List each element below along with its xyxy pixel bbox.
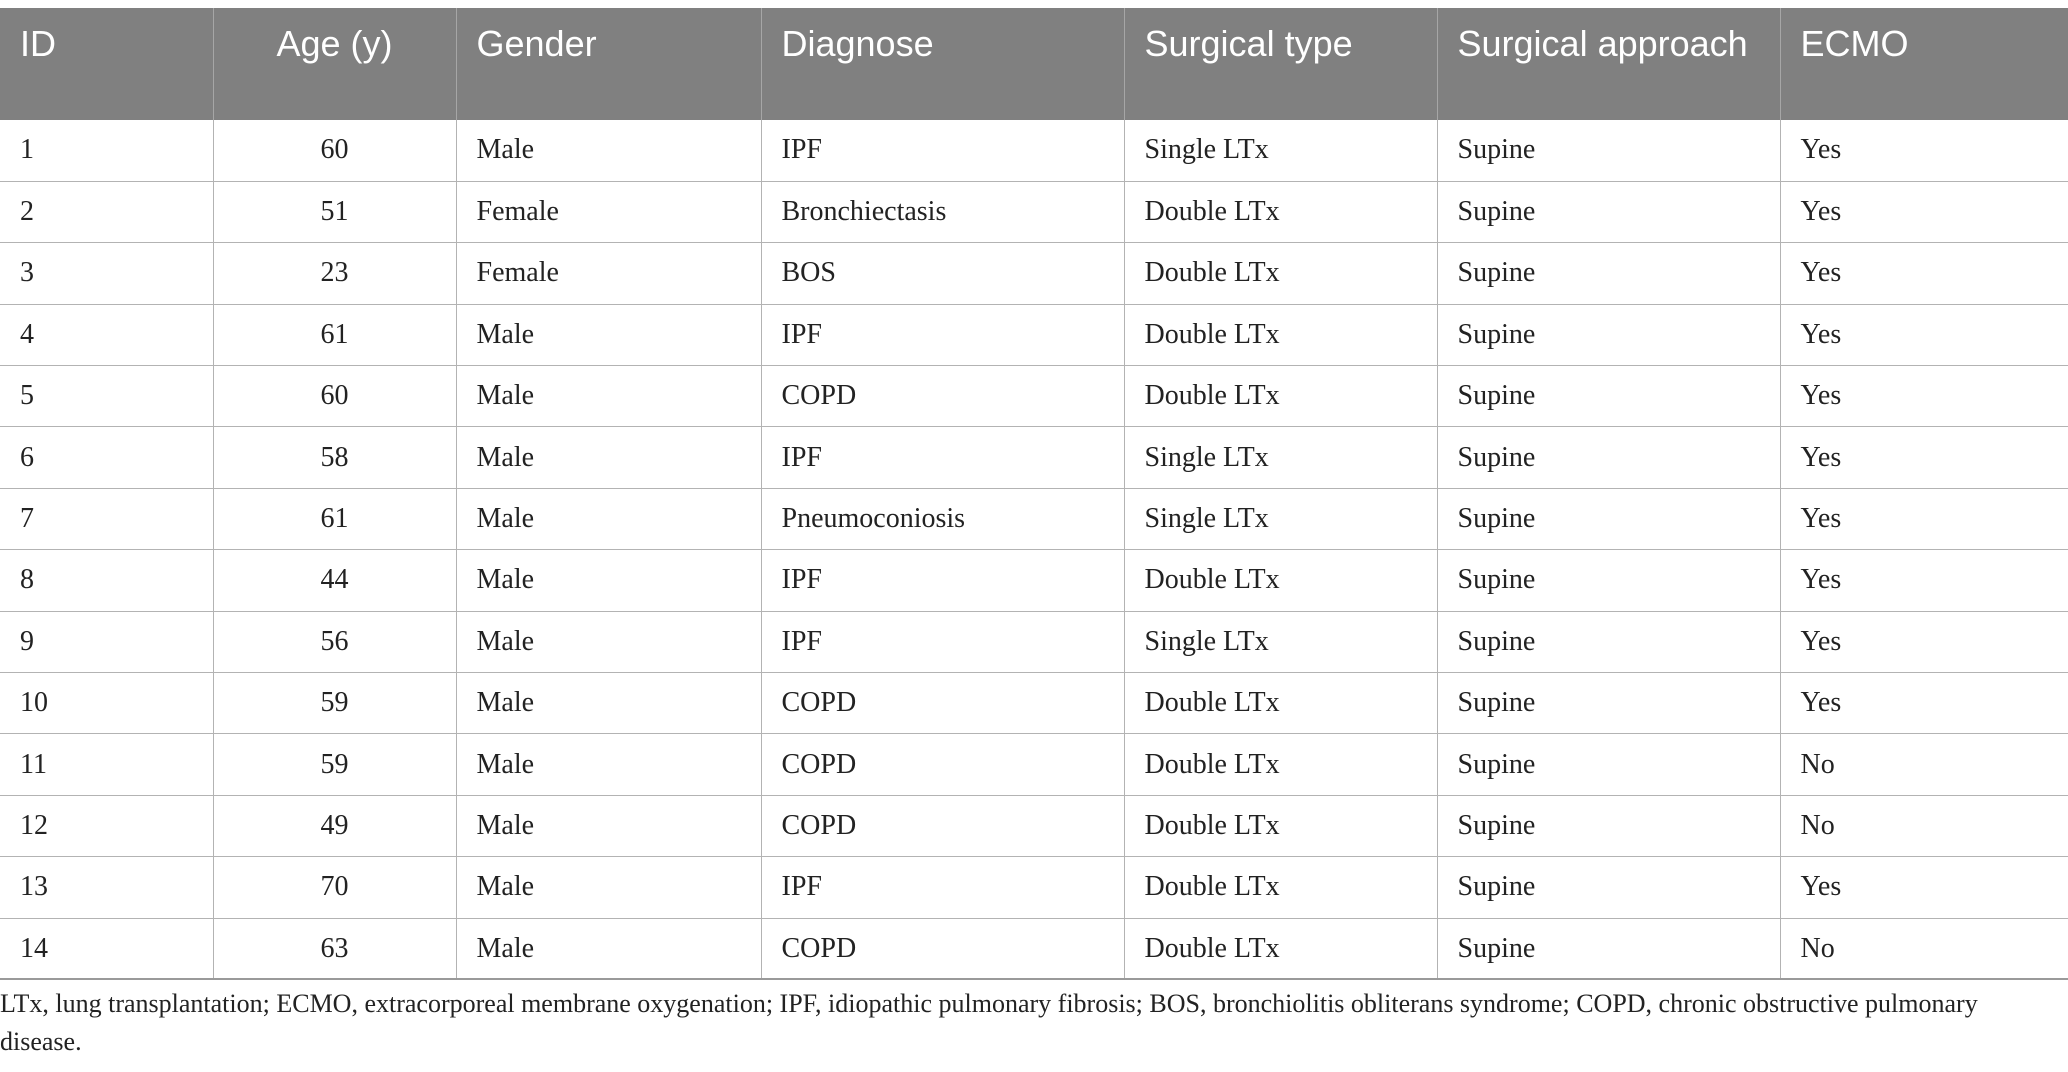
column-header-diagnose: Diagnose [761, 8, 1124, 120]
cell-surgical-approach: Supine [1437, 304, 1780, 365]
cell-diagnose: COPD [761, 673, 1124, 734]
cell-age: 58 [213, 427, 456, 488]
table-row [0, 427, 2068, 488]
cell-surgical-approach: Supine [1437, 550, 1780, 611]
cell-diagnose: Bronchiectasis [761, 181, 1124, 242]
patient-characteristics-table [0, 8, 2068, 980]
cell-surgical-approach: Supine [1437, 488, 1780, 549]
cell-surgical-type: Single LTx [1124, 488, 1437, 549]
patient-table-container [0, 8, 2068, 980]
table-body [0, 120, 2068, 979]
cell-diagnose: IPF [761, 550, 1124, 611]
cell-id: 1 [0, 120, 213, 181]
cell-ecmo: No [1780, 918, 2068, 979]
cell-age: 61 [213, 304, 456, 365]
column-header-surgical-type: Surgical type [1124, 8, 1437, 120]
cell-ecmo: Yes [1780, 857, 2068, 918]
cell-ecmo: Yes [1780, 181, 2068, 242]
cell-gender: Male [456, 918, 761, 979]
cell-id: 9 [0, 611, 213, 672]
cell-gender: Male [456, 795, 761, 856]
cell-age: 61 [213, 488, 456, 549]
cell-diagnose: COPD [761, 918, 1124, 979]
cell-ecmo: No [1780, 734, 2068, 795]
table-row [0, 304, 2068, 365]
cell-surgical-approach: Supine [1437, 611, 1780, 672]
cell-diagnose: IPF [761, 427, 1124, 488]
cell-ecmo: Yes [1780, 673, 2068, 734]
cell-surgical-type: Single LTx [1124, 120, 1437, 181]
table-row [0, 181, 2068, 242]
cell-surgical-type: Double LTx [1124, 550, 1437, 611]
cell-ecmo: No [1780, 795, 2068, 856]
cell-diagnose: Pneumoconiosis [761, 488, 1124, 549]
cell-ecmo: Yes [1780, 550, 2068, 611]
table-row [0, 918, 2068, 979]
table-row [0, 243, 2068, 304]
table-row [0, 795, 2068, 856]
table-footnote: LTx, lung transplantation; ECMO, extracorporeal membrane oxygenation; IPF, idiopathic pulmonary fibrosis; BOS, bronchiolitis obliterans syndrome; COPD, chronic obstructive pulmonary disease. [0, 989, 1978, 1056]
cell-surgical-type: Double LTx [1124, 857, 1437, 918]
cell-surgical-approach: Supine [1437, 673, 1780, 734]
cell-surgical-approach: Supine [1437, 795, 1780, 856]
cell-gender: Male [456, 120, 761, 181]
cell-surgical-approach: Supine [1437, 918, 1780, 979]
cell-surgical-type: Single LTx [1124, 611, 1437, 672]
cell-diagnose: IPF [761, 611, 1124, 672]
cell-gender: Male [456, 550, 761, 611]
cell-id: 10 [0, 673, 213, 734]
cell-age: 51 [213, 181, 456, 242]
cell-ecmo: Yes [1780, 243, 2068, 304]
cell-surgical-approach: Supine [1437, 181, 1780, 242]
cell-gender: Female [456, 181, 761, 242]
cell-surgical-approach: Supine [1437, 427, 1780, 488]
cell-surgical-type: Double LTx [1124, 673, 1437, 734]
header-row [0, 8, 2068, 120]
cell-gender: Male [456, 611, 761, 672]
table-row [0, 734, 2068, 795]
column-header-id: ID [0, 8, 213, 120]
cell-ecmo: Yes [1780, 427, 2068, 488]
cell-id: 2 [0, 181, 213, 242]
cell-id: 13 [0, 857, 213, 918]
cell-ecmo: Yes [1780, 366, 2068, 427]
cell-gender: Male [456, 734, 761, 795]
table-header [0, 8, 2068, 120]
cell-age: 23 [213, 243, 456, 304]
cell-id: 11 [0, 734, 213, 795]
cell-surgical-type: Double LTx [1124, 734, 1437, 795]
column-header-surgical-approach: Surgical approach [1437, 8, 1780, 120]
cell-age: 70 [213, 857, 456, 918]
cell-diagnose: COPD [761, 795, 1124, 856]
cell-id: 4 [0, 304, 213, 365]
cell-surgical-type: Double LTx [1124, 795, 1437, 856]
cell-surgical-approach: Supine [1437, 243, 1780, 304]
cell-id: 6 [0, 427, 213, 488]
cell-diagnose: IPF [761, 120, 1124, 181]
cell-surgical-type: Double LTx [1124, 918, 1437, 979]
table-row [0, 673, 2068, 734]
table-row [0, 550, 2068, 611]
cell-gender: Male [456, 427, 761, 488]
column-header-gender: Gender [456, 8, 761, 120]
cell-surgical-type: Double LTx [1124, 181, 1437, 242]
column-header-ecmo: ECMO [1780, 8, 2068, 120]
cell-surgical-approach: Supine [1437, 734, 1780, 795]
cell-id: 8 [0, 550, 213, 611]
cell-surgical-approach: Supine [1437, 366, 1780, 427]
cell-gender: Male [456, 366, 761, 427]
cell-id: 5 [0, 366, 213, 427]
cell-diagnose: BOS [761, 243, 1124, 304]
cell-diagnose: COPD [761, 734, 1124, 795]
cell-id: 14 [0, 918, 213, 979]
cell-surgical-type: Single LTx [1124, 427, 1437, 488]
cell-ecmo: Yes [1780, 488, 2068, 549]
table-row [0, 857, 2068, 918]
cell-surgical-type: Double LTx [1124, 304, 1437, 365]
cell-id: 12 [0, 795, 213, 856]
cell-id: 7 [0, 488, 213, 549]
cell-ecmo: Yes [1780, 611, 2068, 672]
cell-age: 63 [213, 918, 456, 979]
cell-diagnose: IPF [761, 857, 1124, 918]
cell-ecmo: Yes [1780, 304, 2068, 365]
cell-surgical-approach: Supine [1437, 857, 1780, 918]
table-row [0, 120, 2068, 181]
cell-age: 60 [213, 366, 456, 427]
table-row [0, 611, 2068, 672]
cell-age: 59 [213, 673, 456, 734]
cell-surgical-type: Double LTx [1124, 243, 1437, 304]
cell-gender: Female [456, 243, 761, 304]
cell-surgical-type: Double LTx [1124, 366, 1437, 427]
cell-gender: Male [456, 488, 761, 549]
column-header-age: Age (y) [213, 8, 456, 120]
cell-gender: Male [456, 857, 761, 918]
cell-age: 59 [213, 734, 456, 795]
cell-diagnose: COPD [761, 366, 1124, 427]
cell-age: 60 [213, 120, 456, 181]
cell-age: 44 [213, 550, 456, 611]
cell-ecmo: Yes [1780, 120, 2068, 181]
cell-age: 56 [213, 611, 456, 672]
table-row [0, 488, 2068, 549]
cell-gender: Male [456, 673, 761, 734]
cell-gender: Male [456, 304, 761, 365]
cell-surgical-approach: Supine [1437, 120, 1780, 181]
cell-id: 3 [0, 243, 213, 304]
table-row [0, 366, 2068, 427]
cell-age: 49 [213, 795, 456, 856]
cell-diagnose: IPF [761, 304, 1124, 365]
